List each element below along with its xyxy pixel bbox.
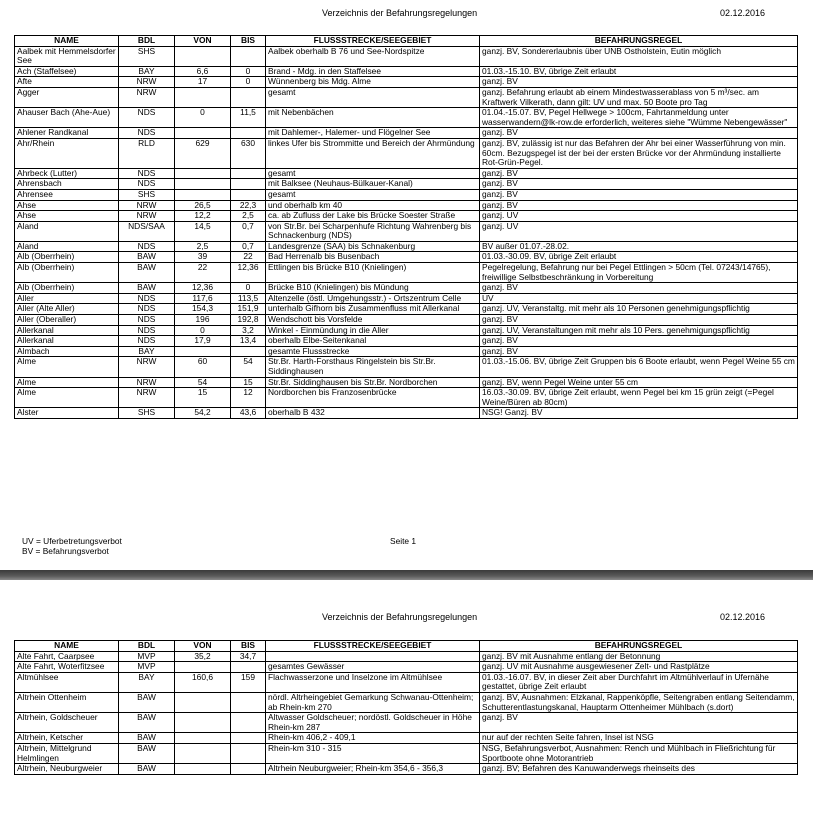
cell-regel: ganzj. BV [480, 346, 798, 357]
cell-name: Ach (Staffelsee) [15, 66, 119, 77]
cell-name: Afte [15, 77, 119, 88]
cell-strecke: Altenzelle (östl. Umgehungsstr.) - Ortszentrum Celle [266, 293, 480, 304]
table-row [15, 388, 798, 408]
cell-bis: 22 [231, 252, 266, 263]
cell-von: 2,5 [175, 241, 231, 252]
cell-regel: 01.04.-15.07. BV, Pegel Hellwege > 100cm, Fahrtanmeldung unter wasserwandern@lk-row.de erforderlich, weiteres siehe "Wümme Nebengewässer" [480, 108, 798, 128]
cell-von: 6,6 [175, 66, 231, 77]
cell-strecke: mit Nebenbächen [266, 108, 480, 128]
table-row [15, 651, 798, 662]
table-row [15, 325, 798, 336]
cell-regel: ganzj. BV, wenn Pegel Weine unter 55 cm [480, 377, 798, 388]
cell-bis [231, 168, 266, 179]
table-row [15, 733, 798, 744]
cell-name: Aland [15, 241, 119, 252]
cell-name: Altrhein, Mittelgrund Helmlingen [15, 743, 119, 763]
cell-von [175, 168, 231, 179]
cell-von: 629 [175, 138, 231, 168]
cell-bis: 34,7 [231, 651, 266, 662]
cell-strecke [266, 651, 480, 662]
column-header: VON [175, 36, 231, 47]
cell-bdl: BAW [119, 764, 175, 775]
cell-regel: ganzj. BV [480, 713, 798, 733]
table-row [15, 211, 798, 222]
table-row [15, 283, 798, 294]
cell-regel: 01.03.-16.07. BV, in dieser Zeit aber Durchfahrt im Altmühlverlauf in Ufernähe gestattet, übrige Zeit erlaubt [480, 672, 798, 692]
cell-bis: 3,2 [231, 325, 266, 336]
cell-von: 17 [175, 77, 231, 88]
table-row [15, 46, 798, 66]
cell-bis: 11,5 [231, 108, 266, 128]
cell-name: Aller (Alte Aller) [15, 304, 119, 315]
cell-von [175, 179, 231, 190]
regulations-table-page-1 [14, 35, 798, 419]
column-header: BIS [231, 641, 266, 652]
column-header: BEFAHRUNGSREGEL [480, 36, 798, 47]
cell-regel: nur auf der rechten Seite fahren, Insel ist NSG [480, 733, 798, 744]
cell-bis: 22,3 [231, 200, 266, 211]
cell-strecke: oberhalb B 432 [266, 408, 480, 419]
table-header-row [15, 36, 798, 47]
column-header: BDL [119, 36, 175, 47]
cell-bis [231, 692, 266, 712]
cell-strecke: gesamt [266, 87, 480, 107]
table-row [15, 743, 798, 763]
cell-strecke: gesamtes Gewässer [266, 662, 480, 673]
cell-von: 12,2 [175, 211, 231, 222]
table-row [15, 692, 798, 712]
cell-bis [231, 733, 266, 744]
cell-regel: ganzj. BV [480, 336, 798, 347]
cell-bis: 0 [231, 66, 266, 77]
cell-strecke: Wünnenberg bis Mdg. Alme [266, 77, 480, 88]
table-row [15, 304, 798, 315]
cell-bis: 43,6 [231, 408, 266, 419]
cell-bdl: NDS [119, 108, 175, 128]
cell-name: Alte Fahrt, Caarpsee [15, 651, 119, 662]
legend [22, 536, 122, 556]
cell-von [175, 733, 231, 744]
table-row [15, 377, 798, 388]
cell-regel: 01.03.-15.10. BV, übrige Zeit erlaubt [480, 66, 798, 77]
cell-name: Allerkanal [15, 336, 119, 347]
cell-bis: 12,36 [231, 263, 266, 283]
cell-strecke: gesamt [266, 168, 480, 179]
cell-bdl: NDS [119, 293, 175, 304]
cell-name: Allerkanal [15, 325, 119, 336]
cell-bis: 151,9 [231, 304, 266, 315]
cell-regel: ganzj. BV [480, 315, 798, 326]
cell-bdl: BAW [119, 252, 175, 263]
cell-strecke: Wendschott bis Vorsfelde [266, 315, 480, 326]
table-row [15, 408, 798, 419]
cell-strecke: oberhalb Elbe-Seitenkanal [266, 336, 480, 347]
cell-von [175, 692, 231, 712]
table-header-row [15, 641, 798, 652]
table-row [15, 764, 798, 775]
cell-von: 17,9 [175, 336, 231, 347]
cell-regel: ganzj. BV [480, 189, 798, 200]
table-row [15, 168, 798, 179]
cell-name: Ahse [15, 200, 119, 211]
cell-bdl: NRW [119, 211, 175, 222]
cell-von [175, 743, 231, 763]
cell-name: Alster [15, 408, 119, 419]
cell-von: 54,2 [175, 408, 231, 419]
table-row [15, 346, 798, 357]
cell-von: 39 [175, 252, 231, 263]
table-row [15, 241, 798, 252]
cell-strecke: von Str.Br. bei Scharpenhufe Richtung Wahrenberg bis Schnackenburg (NDS) [266, 221, 480, 241]
page-date: 02.12.2016 [720, 612, 766, 622]
cell-strecke: gesamt [266, 189, 480, 200]
cell-bdl: NDS [119, 168, 175, 179]
cell-name: Altrhein Ottenheim [15, 692, 119, 712]
document-page-2 [0, 580, 813, 813]
cell-von [175, 87, 231, 107]
cell-strecke: mit Dahlemer-, Halemer- und Flögelner See [266, 128, 480, 139]
cell-strecke: nördl. Altrheingebiet Gemarkung Schwanau-Ottenheim; ab Rhein-km 270 [266, 692, 480, 712]
cell-strecke: und oberhalb km 40 [266, 200, 480, 211]
cell-bdl: BAW [119, 733, 175, 744]
cell-strecke: Landesgrenze (SAA) bis Schnakenburg [266, 241, 480, 252]
cell-von: 196 [175, 315, 231, 326]
cell-bdl: NRW [119, 388, 175, 408]
cell-name: Ahrensbach [15, 179, 119, 190]
cell-bis [231, 87, 266, 107]
cell-von: 22 [175, 263, 231, 283]
cell-bdl: NDS [119, 128, 175, 139]
cell-name: Alb (Oberrhein) [15, 283, 119, 294]
cell-bdl: BAW [119, 713, 175, 733]
cell-bis: 0,7 [231, 221, 266, 241]
cell-bdl: NRW [119, 77, 175, 88]
page-title: Verzeichnis der Befahrungsregelungen [322, 612, 478, 622]
cell-von [175, 189, 231, 200]
cell-name: Altrhein, Neuburgweier [15, 764, 119, 775]
cell-regel: BV außer 01.07.-28.02. [480, 241, 798, 252]
cell-regel: ganzj. BV [480, 168, 798, 179]
cell-strecke: Aalbek oberhalb B 76 und See-Nordspitze [266, 46, 480, 66]
cell-regel: ganzj. BV; Befahren des Kanuwanderwegs rheinseits des [480, 764, 798, 775]
cell-regel: ganzj. BV, zulässig ist nur das Befahren der Ahr bei einer Wasserführung von min. 60cm. Bezugspegel ist der bei der ersten Brücke vor der Ahrmündung installierte Rot-Grün-Pegel. [480, 138, 798, 168]
cell-regel: ganzj. UV, Veranstaltungen mit mehr als 10 Pers. genehmigungspflichtig [480, 325, 798, 336]
cell-strecke: ca. ab Zufluss der Lake bis Brücke Soester Straße [266, 211, 480, 222]
cell-bdl: BAW [119, 743, 175, 763]
cell-name: Altmühlsee [15, 672, 119, 692]
cell-regel: UV [480, 293, 798, 304]
table-row [15, 189, 798, 200]
table-row [15, 252, 798, 263]
cell-regel: ganzj. BV [480, 200, 798, 211]
cell-strecke: unterhalb Gifhorn bis Zusammenfluss mit Allerkanal [266, 304, 480, 315]
cell-bis [231, 662, 266, 673]
cell-bis [231, 46, 266, 66]
cell-bdl: BAY [119, 346, 175, 357]
cell-von: 54 [175, 377, 231, 388]
cell-name: Aller (Oberaller) [15, 315, 119, 326]
cell-bdl: BAW [119, 283, 175, 294]
cell-regel: ganzj. UV [480, 221, 798, 241]
table-row [15, 179, 798, 190]
cell-von: 12,36 [175, 283, 231, 294]
cell-bdl: NDS [119, 179, 175, 190]
column-header: BIS [231, 36, 266, 47]
cell-von: 0 [175, 108, 231, 128]
cell-bdl: BAY [119, 672, 175, 692]
cell-bis [231, 128, 266, 139]
cell-bis: 0 [231, 283, 266, 294]
cell-bis: 13,4 [231, 336, 266, 347]
cell-von: 0 [175, 325, 231, 336]
cell-strecke: Str.Br. Harth-Forsthaus Ringelstein bis Str.Br. Siddinghausen [266, 357, 480, 377]
cell-regel: ganzj. UV, Veranstaltg. mit mehr als 10 Personen genehmigungspflichtig [480, 304, 798, 315]
cell-von [175, 346, 231, 357]
cell-name: Ahlener Randkanal [15, 128, 119, 139]
cell-name: Agger [15, 87, 119, 107]
page-separator [0, 570, 813, 580]
cell-bdl: NRW [119, 357, 175, 377]
cell-bdl: MVP [119, 662, 175, 673]
cell-bis: 159 [231, 672, 266, 692]
cell-von: 60 [175, 357, 231, 377]
cell-bis: 12 [231, 388, 266, 408]
cell-name: Alb (Oberrhein) [15, 252, 119, 263]
cell-name: Alte Fahrt, Woterfitzsee [15, 662, 119, 673]
cell-name: Alb (Oberrhein) [15, 263, 119, 283]
table-row [15, 66, 798, 77]
cell-name: Ahauser Bach (Ahe-Aue) [15, 108, 119, 128]
cell-name: Aland [15, 221, 119, 241]
cell-strecke: Winkel - Einmündung in die Aller [266, 325, 480, 336]
table-row [15, 87, 798, 107]
column-header: FLUSSSTRECKE/SEEGEBIET [266, 641, 480, 652]
cell-bdl: NRW [119, 200, 175, 211]
cell-name: Alme [15, 388, 119, 408]
cell-von: 154,3 [175, 304, 231, 315]
cell-bis [231, 743, 266, 763]
cell-name: Alme [15, 357, 119, 377]
cell-bis: 192,8 [231, 315, 266, 326]
column-header: BDL [119, 641, 175, 652]
cell-von: 26,5 [175, 200, 231, 211]
cell-strecke: Nordborchen bis Franzosenbrücke [266, 388, 480, 408]
cell-bdl: NDS [119, 304, 175, 315]
cell-strecke: Str.Br. Siddinghausen bis Str.Br. Nordborchen [266, 377, 480, 388]
cell-regel: ganzj. BV [480, 77, 798, 88]
cell-regel: NSG, Befahrungsverbot, Ausnahmen: Rench und Mühlbach in Fließrichtung für Sportboote ohne Motorantrieb [480, 743, 798, 763]
legend-bv: BV = Befahrungsverbot [22, 546, 109, 556]
cell-von: 117,6 [175, 293, 231, 304]
cell-name: Ahse [15, 211, 119, 222]
cell-von [175, 662, 231, 673]
cell-name: Aalbek mit Hemmelsdorfer See [15, 46, 119, 66]
cell-bdl: MVP [119, 651, 175, 662]
cell-strecke: Altrhein Neuburgweier; Rhein-km 354,6 - 356,3 [266, 764, 480, 775]
cell-bis: 15 [231, 377, 266, 388]
cell-regel: 01.03.-15.06. BV, übrige Zeit Gruppen bis 6 Boote erlaubt, wenn Pegel Weine 55 cm [480, 357, 798, 377]
cell-bis [231, 713, 266, 733]
regulations-table-page-2 [14, 640, 798, 775]
cell-bdl: NDS [119, 315, 175, 326]
cell-von: 35,2 [175, 651, 231, 662]
cell-strecke: Rhein-km 310 - 315 [266, 743, 480, 763]
cell-bis: 2,5 [231, 211, 266, 222]
cell-bis [231, 346, 266, 357]
cell-strecke: Brücke B10 (Knielingen) bis Mündung [266, 283, 480, 294]
cell-bdl: BAW [119, 263, 175, 283]
cell-regel: ganzj. UV [480, 211, 798, 222]
cell-von: 14,5 [175, 221, 231, 241]
cell-regel: ganzj. Befahrung erlaubt ab einem Mindestwasserablass von 5 m³/sec. am Kraftwerk Vilkerath, dann gilt: UV und max. 50 Boote pro Tag [480, 87, 798, 107]
cell-bdl: BAY [119, 66, 175, 77]
cell-regel: Pegelregelung, Befahrung nur bei Pegel Ettlingen > 50cm (Tel. 07243/14765), freiwillige Selbstbeschränkung in Vorbereitung [480, 263, 798, 283]
cell-bdl: NDS [119, 241, 175, 252]
cell-bdl: RLD [119, 138, 175, 168]
column-header: VON [175, 641, 231, 652]
table-row [15, 315, 798, 326]
cell-regel: ganzj. BV, Ausnahmen: Elzkanal, Rappenköpfle, Seitengraben entlang Seitendamm, Schutterentlastungskanal, Hauptarm Ottenheimer Mühlbach (s.dort) [480, 692, 798, 712]
table-row [15, 221, 798, 241]
cell-bis: 0,7 [231, 241, 266, 252]
cell-strecke: Brand - Mdg. in den Staffelsee [266, 66, 480, 77]
cell-regel: ganzj. BV mit Ausnahme entlang der Betonnung [480, 651, 798, 662]
cell-bdl: NDS [119, 336, 175, 347]
cell-name: Altrhein, Ketscher [15, 733, 119, 744]
column-header: NAME [15, 36, 119, 47]
cell-von [175, 764, 231, 775]
cell-strecke: linkes Ufer bis Strommitte und Bereich der Ahrmündung [266, 138, 480, 168]
table-row [15, 672, 798, 692]
cell-name: Ahrensee [15, 189, 119, 200]
cell-von [175, 46, 231, 66]
cell-bis [231, 189, 266, 200]
cell-strecke: Rhein-km 406,2 - 409,1 [266, 733, 480, 744]
table-row [15, 336, 798, 347]
table-row [15, 293, 798, 304]
table-row [15, 128, 798, 139]
cell-bdl: NRW [119, 377, 175, 388]
cell-bdl: NDS/SAA [119, 221, 175, 241]
cell-strecke: Ettlingen bis Brücke B10 (Knielingen) [266, 263, 480, 283]
cell-bis: 0 [231, 77, 266, 88]
cell-bdl: SHS [119, 408, 175, 419]
cell-bdl: NRW [119, 87, 175, 107]
cell-bis: 630 [231, 138, 266, 168]
column-header: NAME [15, 641, 119, 652]
table-row [15, 357, 798, 377]
cell-regel: ganzj. UV mit Ausnahme ausgewiesener Zelt- und Rastplätze [480, 662, 798, 673]
table-row [15, 662, 798, 673]
cell-von [175, 128, 231, 139]
cell-bdl: NDS [119, 325, 175, 336]
cell-bdl: SHS [119, 189, 175, 200]
cell-strecke: gesamte Flussstrecke [266, 346, 480, 357]
cell-regel: ganzj. BV [480, 179, 798, 190]
cell-bis: 113,5 [231, 293, 266, 304]
cell-regel: ganzj. BV, Sondererlaubnis über UNB Ostholstein, Eutin möglich [480, 46, 798, 66]
cell-strecke: mit Balksee (Neuhaus-Bülkauer-Kanal) [266, 179, 480, 190]
column-header: FLUSSSTRECKE/SEEGEBIET [266, 36, 480, 47]
table-row [15, 200, 798, 211]
cell-regel: NSG! Ganzj. BV [480, 408, 798, 419]
cell-bis [231, 179, 266, 190]
cell-name: Altrhein, Goldscheuer [15, 713, 119, 733]
cell-von [175, 713, 231, 733]
cell-von: 160,6 [175, 672, 231, 692]
cell-bdl: BAW [119, 692, 175, 712]
cell-strecke: Altwasser Goldscheuer; nordöstl. Goldscheuer in Höhe Rhein-km 287 [266, 713, 480, 733]
cell-name: Ahrbeck (Lutter) [15, 168, 119, 179]
cell-von: 15 [175, 388, 231, 408]
table-row [15, 713, 798, 733]
page-number: Seite 1 [390, 536, 417, 546]
cell-regel: 01.03.-30.09. BV, übrige Zeit erlaubt [480, 252, 798, 263]
cell-name: Ahr/Rhein [15, 138, 119, 168]
cell-name: Aller [15, 293, 119, 304]
table-row [15, 138, 798, 168]
cell-bis: 54 [231, 357, 266, 377]
cell-name: Almbach [15, 346, 119, 357]
page-title: Verzeichnis der Befahrungsregelungen [322, 8, 478, 18]
legend-uv: UV = Uferbetretungsverbot [22, 536, 122, 546]
table-row [15, 108, 798, 128]
cell-bis [231, 764, 266, 775]
cell-name: Alme [15, 377, 119, 388]
cell-regel: ganzj. BV [480, 283, 798, 294]
table-row [15, 77, 798, 88]
column-header: BEFAHRUNGSREGEL [480, 641, 798, 652]
cell-regel: ganzj. BV [480, 128, 798, 139]
cell-bdl: SHS [119, 46, 175, 66]
page-date: 02.12.2016 [720, 8, 766, 18]
cell-regel: 16.03.-30.09. BV, übrige Zeit erlaubt, wenn Pegel bei km 15 grün zeigt (=Pegel Weine/Büren ab 80cm) [480, 388, 798, 408]
table-row [15, 263, 798, 283]
cell-strecke: Flachwasserzone und Inselzone im Altmühlsee [266, 672, 480, 692]
cell-strecke: Bad Herrenalb bis Busenbach [266, 252, 480, 263]
